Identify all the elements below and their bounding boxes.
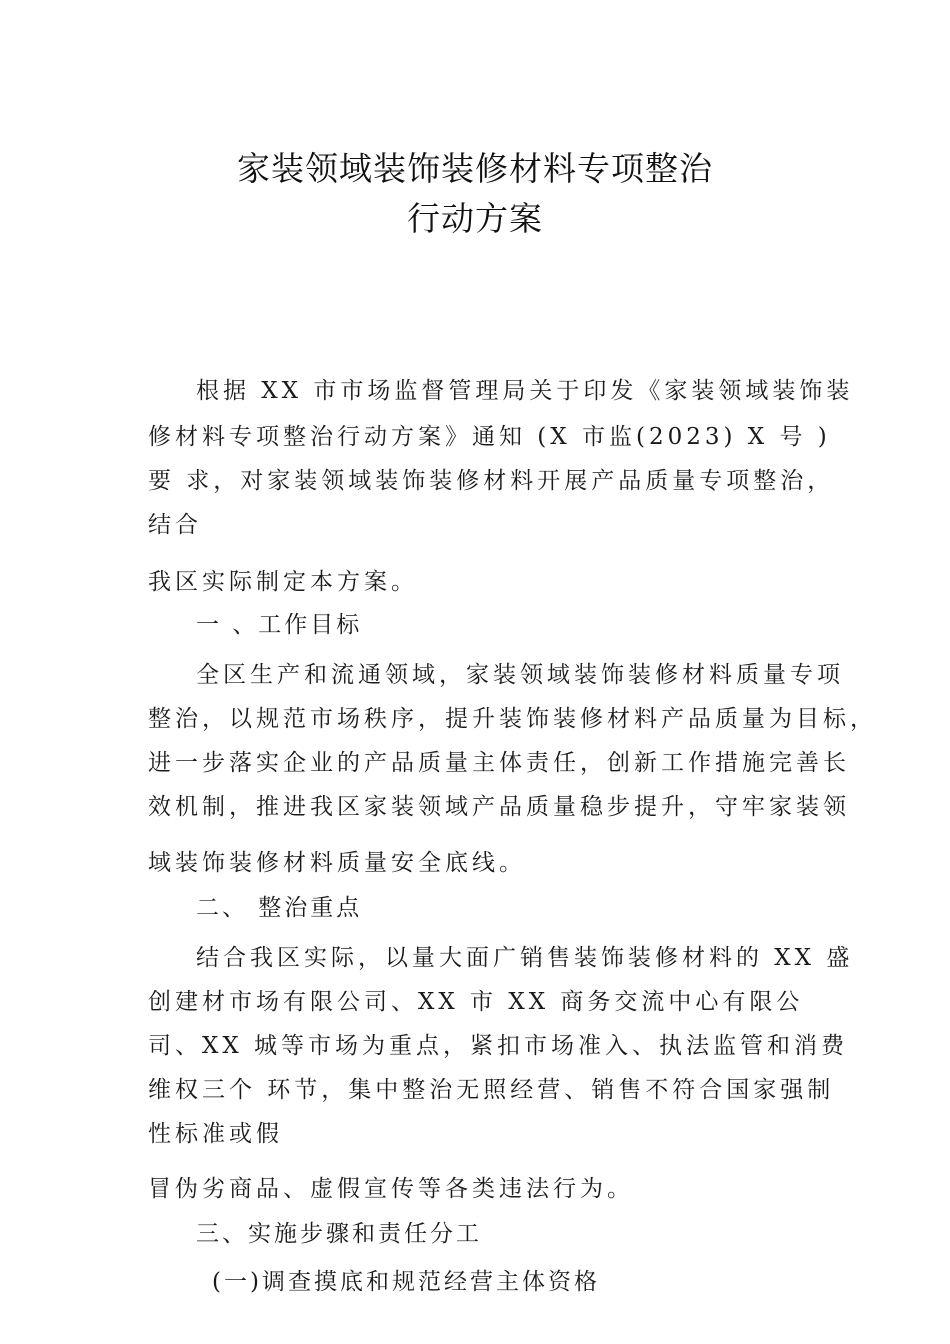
section-2-line-4: 维权三个 环节，集中整治无照经营、销售不符合国家强制 <box>148 1077 835 1103</box>
document-title-line2: 行动方案 <box>407 199 543 238</box>
intro-line-5: 我区实际制定本方案。 <box>148 569 418 595</box>
intro-line-3: 要 求，对家装领域装饰装修材料开展产品质量专项整治， <box>148 468 835 494</box>
intro-line-2: 修材料专项整治行动方案》通知 (X 市监(2023) X 号 ) <box>148 424 831 450</box>
section-2-line-1: 结合我区实际，以量大面广销售装饰装修材料的 XX 盛 <box>196 945 854 971</box>
intro-line-4: 结合 <box>148 512 202 538</box>
intro-line-1: 根据 XX 市市场监督管理局关于印发《家装领域装饰装 <box>196 378 854 404</box>
section-1-heading: 一 、工作目标 <box>196 612 363 638</box>
section-2-heading: 二、 整治重点 <box>196 895 363 921</box>
section-1-line-1: 全区生产和流通领域，家装领域装饰装修材料质量专项 <box>196 662 844 688</box>
subsection-1-heading: (一)调查摸底和规范经营主体资格 <box>212 1269 600 1295</box>
section-1-line-2: 整治，以规范市场秩序，提升装饰装修材料产品质量为目标， <box>148 706 877 732</box>
section-2-line-5: 性标准或假 <box>148 1121 283 1147</box>
section-2-line-6: 冒伪劣商品、虚假宣传等各类违法行为。 <box>148 1176 634 1202</box>
document-title-line1: 家装领域装饰装修材料专项整治 <box>237 149 713 188</box>
section-2-line-3: 司、XX 城等市场为重点，紧扣市场准入、执法监管和消费 <box>148 1033 849 1059</box>
section-2-line-2: 创建材市场有限公司、XX 市 XX 商务交流中心有限公 <box>148 989 804 1015</box>
section-1-line-4: 效机制，推进我区家装领域产品质量稳步提升，守牢家装领 <box>148 794 850 820</box>
section-1-line-5: 域装饰装修材料质量安全底线。 <box>148 850 526 876</box>
section-1-line-3: 进一步落实企业的产品质量主体责任，创新工作措施完善长 <box>148 750 850 776</box>
section-3-heading: 三、实施步骤和责任分工 <box>196 1221 482 1247</box>
